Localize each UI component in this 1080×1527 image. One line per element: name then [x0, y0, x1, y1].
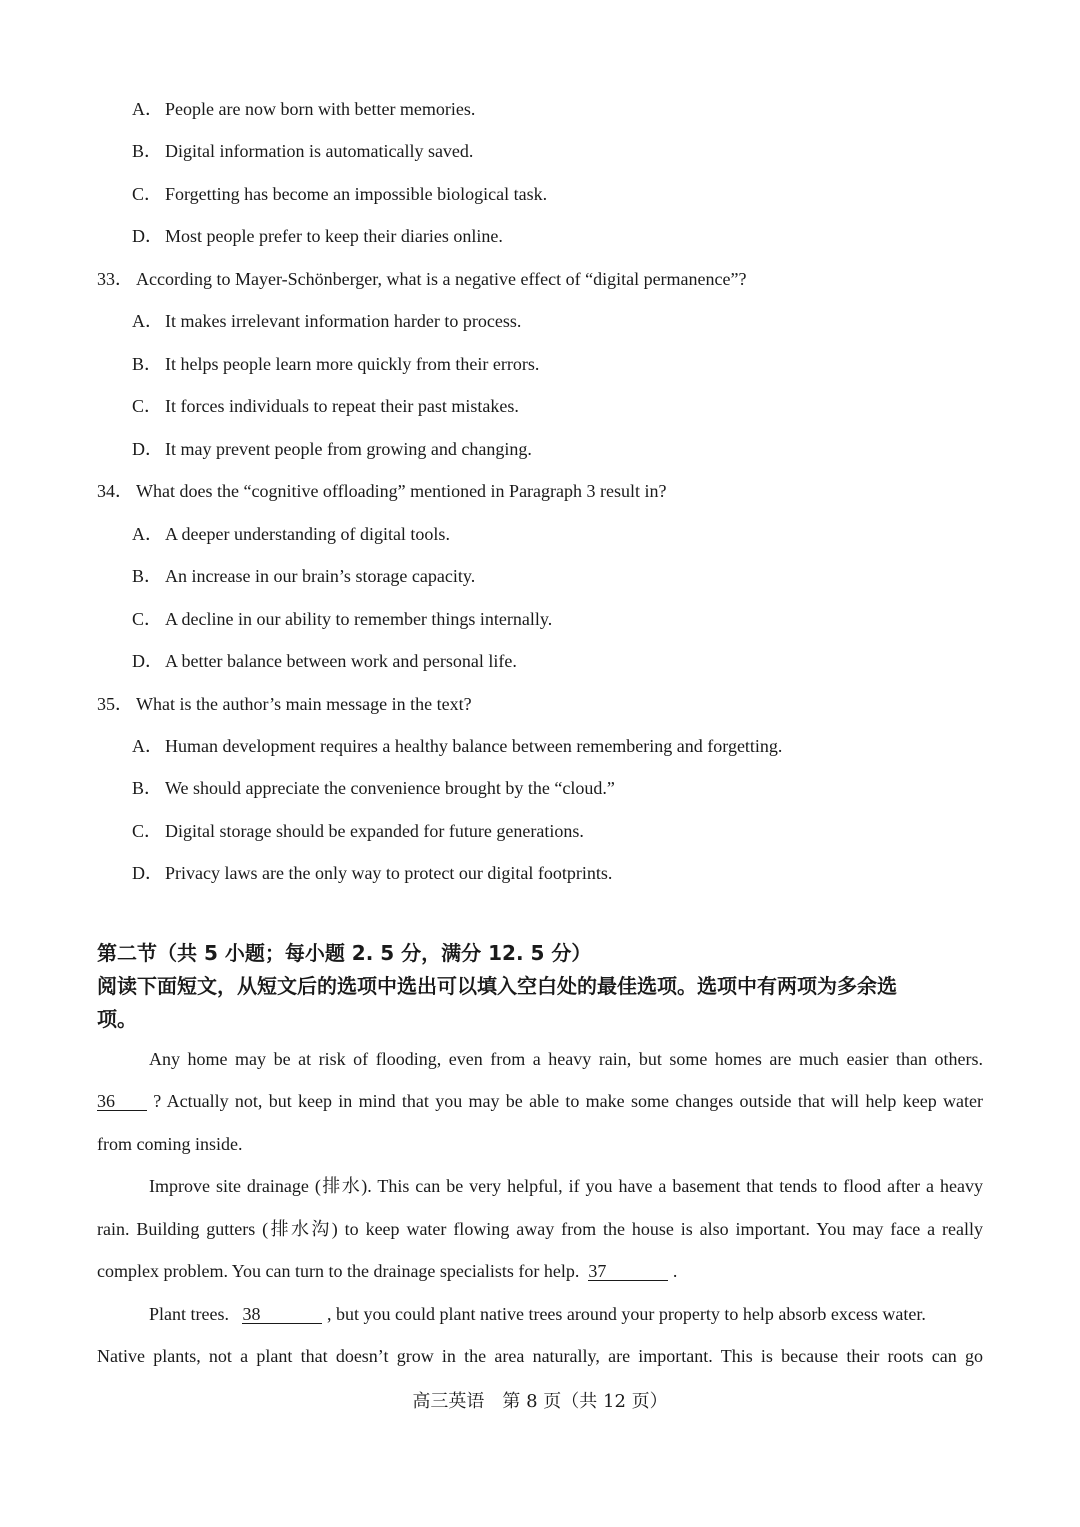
- option-text: It helps people learn more quickly from their errors.: [165, 354, 540, 374]
- option-letter: B．: [132, 141, 163, 161]
- passage-p1-line-3: from coming inside.: [97, 1134, 243, 1154]
- q34-option-b: [132, 564, 475, 588]
- q32-option-c: [132, 182, 547, 206]
- q33-option-c: [132, 394, 519, 418]
- question-text: What does the “cognitive offloading” mentioned in Paragraph 3 result in?: [136, 481, 667, 501]
- q33-option-b: [132, 352, 539, 376]
- passage-p1-line-1: Any home may be at risk of flooding, even from a heavy rain, but some homes are much easier than others.: [149, 1049, 983, 1069]
- option-letter: C．: [132, 184, 163, 204]
- option-letter: B．: [132, 778, 163, 798]
- passage-text: Plant trees.: [149, 1304, 229, 1324]
- option-text: A better balance between work and personal life.: [165, 651, 517, 671]
- passage-p3-line-1: [97, 1302, 983, 1326]
- q33-option-a: [132, 309, 521, 333]
- option-letter: D．: [132, 651, 163, 671]
- q35-option-d: [132, 861, 612, 885]
- option-text: It may prevent people from growing and changing.: [165, 439, 532, 459]
- passage-text: .: [668, 1261, 678, 1281]
- q32-option-b: [132, 139, 473, 163]
- blank-38: 38: [242, 1305, 322, 1324]
- passage-p2-line-2: rain. Building gutters (排水沟) to keep water flowing away from the house is also important. You may face a really: [97, 1219, 983, 1239]
- blank-36: 36: [97, 1092, 147, 1111]
- question-35-stem: [97, 692, 472, 716]
- passage-p2-line-1: Improve site drainage (排水). This can be very helpful, if you have a basement that tends to flood after a heavy: [149, 1176, 983, 1196]
- option-text: Forgetting has become an impossible biological task.: [165, 184, 548, 204]
- section-2-title: 第二节（共 5 小题；每小题 2. 5 分，满分 12. 5 分）: [97, 941, 592, 965]
- passage-text: ? Actually not, but keep in mind that you may be able to make some changes outside that will help keep water: [147, 1091, 983, 1111]
- section-2-instruction-line-1: 阅读下面短文，从短文后的选项中选出可以填入空白处的最佳选项。选项中有两项为多余选: [97, 974, 897, 998]
- question-number: 35．: [97, 694, 133, 714]
- q35-option-a: [132, 734, 782, 758]
- q35-option-c: [132, 819, 584, 843]
- passage-p3-line-2: Native plants, not a plant that doesn’t grow in the area naturally, are important. This is because their roots can go: [97, 1346, 983, 1366]
- option-letter: D．: [132, 226, 163, 246]
- option-text: Digital storage should be expanded for future generations.: [165, 821, 584, 841]
- option-letter: C．: [132, 609, 163, 629]
- option-letter: A．: [132, 99, 163, 119]
- option-text: Privacy laws are the only way to protect our digital footprints.: [165, 863, 613, 883]
- option-text: It forces individuals to repeat their past mistakes.: [165, 396, 519, 416]
- option-letter: D．: [132, 863, 163, 883]
- option-letter: C．: [132, 821, 163, 841]
- option-letter: D．: [132, 439, 163, 459]
- question-text: According to Mayer-Schönberger, what is a negative effect of “digital permanence”?: [136, 269, 747, 289]
- passage-text: , but you could plant native trees around your property to help absorb excess water.: [322, 1304, 926, 1324]
- q34-option-a: [132, 522, 450, 546]
- blank-37: 37: [588, 1262, 668, 1281]
- q35-option-b: [132, 776, 615, 800]
- option-letter: B．: [132, 566, 163, 586]
- question-34-stem: [97, 479, 667, 503]
- q34-option-d: [132, 649, 517, 673]
- passage-text: complex problem. You can turn to the drainage specialists for help.: [97, 1261, 580, 1281]
- option-letter: A．: [132, 311, 163, 331]
- question-33-stem: [97, 267, 747, 291]
- option-letter: B．: [132, 354, 163, 374]
- option-text: A decline in our ability to remember things internally.: [165, 609, 553, 629]
- option-text: People are now born with better memories.: [165, 99, 476, 119]
- option-text: A deeper understanding of digital tools.: [165, 524, 450, 544]
- option-text: It makes irrelevant information harder to process.: [165, 311, 522, 331]
- q32-option-a: [132, 97, 475, 121]
- option-text: Human development requires a healthy balance between remembering and forgetting.: [165, 736, 783, 756]
- option-letter: A．: [132, 736, 163, 756]
- passage-p2-line-3: [97, 1259, 983, 1283]
- option-text: An increase in our brain’s storage capacity.: [165, 566, 476, 586]
- section-2-instruction-line-2: 项。: [97, 1007, 137, 1031]
- option-letter: A．: [132, 524, 163, 544]
- option-letter: C．: [132, 396, 163, 416]
- question-number: 33．: [97, 269, 133, 289]
- q32-option-d: [132, 224, 503, 248]
- option-text: Digital information is automatically saved.: [165, 141, 474, 161]
- q34-option-c: [132, 607, 552, 631]
- option-text: We should appreciate the convenience brought by the “cloud.”: [165, 778, 615, 798]
- passage-p1-line-2: [97, 1089, 983, 1113]
- page-footer: 高三英语 第 8 页（共 12 页）: [412, 1391, 668, 1412]
- option-text: Most people prefer to keep their diaries online.: [165, 226, 503, 246]
- question-text: What is the author’s main message in the text?: [136, 694, 472, 714]
- q33-option-d: [132, 437, 532, 461]
- question-number: 34．: [97, 481, 133, 501]
